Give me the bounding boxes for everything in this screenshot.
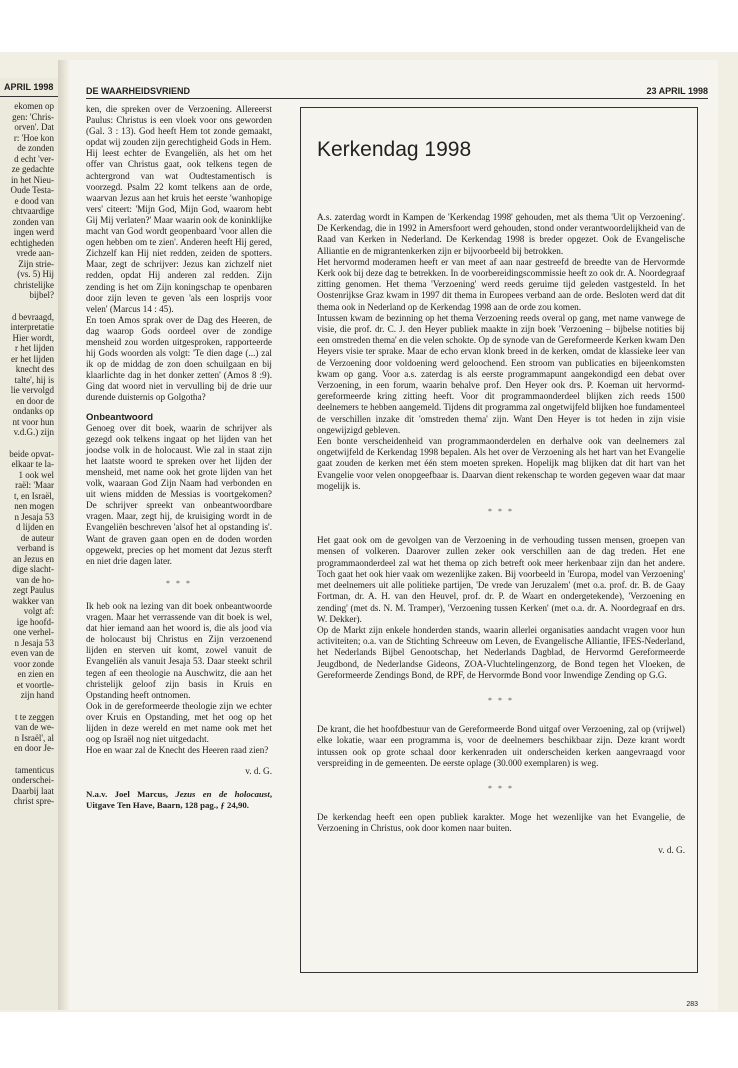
facing-page-line: an Jezus en bbox=[13, 553, 54, 564]
paragraph: Hoe en waar zal de Knecht des Heeren raad zien? bbox=[86, 745, 269, 756]
paragraph: Een bonte verscheidenheid van programmaonderdelen en derhalve ook van deelnemers zal ongetwijfeld de Kerkendag 1998 bepalen. Als het over de Verzoening als het hart van het Evangelie gaat zouden de kerken met één stem moeten spreken. Hopelijk mag blijken dat dit hart van het Evangelie voor velen onopgeefbaar is. Daarvan dient rekenschap te worden gegeven waar dat maar mogelijk is. bbox=[317, 436, 685, 491]
facing-page-line: ze gedachte bbox=[11, 164, 54, 174]
facing-page-line: in het Nieu- bbox=[11, 174, 54, 185]
facing-page-line: beide opvat- bbox=[9, 448, 54, 459]
facing-page-line: 1 ook wel bbox=[18, 469, 54, 480]
facing-page-line: vrede aan- bbox=[16, 248, 54, 258]
facing-page-line: nen mogen bbox=[14, 501, 54, 511]
book-reference: N.a.v. Joel Marcus, Jezus en de holocaust, Uitgave Ten Have, Baarn, 128 pag., ƒ 24,90. bbox=[86, 789, 273, 810]
section-separator: * * * bbox=[488, 695, 514, 705]
facing-page-line bbox=[0, 701, 54, 712]
facing-page-line: tamenticus bbox=[15, 764, 54, 775]
facing-page-line: n Jesaja 53 bbox=[14, 511, 54, 522]
facing-page-line: v.d.G.) zijn bbox=[13, 427, 54, 437]
facing-page-line: zonden van bbox=[12, 216, 54, 227]
running-header bbox=[86, 84, 708, 99]
facing-page-line: ige hoofd- bbox=[16, 616, 54, 627]
paragraph: Genoeg over dit boek, waarin de schrijver als gezegd ook telkens ingaat op het lijden van het joodse volk in de holocaust. Wie zal in staat zijn het laatste woord te spreken over het lijden der mensheid, met name ook het grote lijden van het volk, waaraan God Zijn Naam had verbonden en uit wiens midden de Messias is voortgekomen? De schrijver spreekt van onbeantwoordbare vragen. Maar, zegt hij, de kruisiging wordt in de Evangeliën beschreven 'alsof het al opstanding is'. Want de graven gaan open en de doden worden opgewekt, precies op het moment dat Jezus sterft en niet drie dagen later. bbox=[86, 422, 272, 566]
paragraph: Ik heb ook na lezing van dit boek onbeantwoorde vragen. Maar het verrassende van dit boek is wel, dat hier iemand aan het woord is, die als jood via de holocaust bij Christus en Zijn verzoenend lijden en sterven uit komt, zowel vanuit de Evangeliën als vanuit Jesaja 53. Daar steekt schril tegen af een theologie na Auschwitz, die aan het christelijk geloof zijn basis in Kruis en Opstanding heeft ontnomen. bbox=[86, 600, 272, 700]
facing-page-line: de zonden bbox=[17, 143, 54, 153]
facing-page-line: de auteur bbox=[20, 532, 54, 543]
facing-page-line: van de we- bbox=[14, 722, 54, 732]
paragraph: Op de Markt zijn enkele honderden stands, waarin allerlei organisaties aandacht vragen voor hun activiteiten; o.a. van de Stichting Schreeuw om Leven, de Evangelische Alliantie, IFES-Nederland, het Nederlands Bijbel Genootschap, het Nederlands Dagblad, de Hervormd Gereformeerde Jeugdbond, de Nederlandse Gideons, ZOA-Vluchtelingenzorg, de Bond tegen het Vloeken, de Gereformeerde Zendings Bond, de RPF, de Hervormde Bond voor Inwendige Zending op G.G. bbox=[317, 624, 685, 680]
facing-page-line: Oude Testa- bbox=[10, 185, 54, 195]
facing-page-line: ekomen op bbox=[14, 101, 54, 111]
facing-page-line: en zien en bbox=[17, 669, 54, 679]
facing-page-line: knecht des bbox=[15, 364, 54, 374]
section-separator: * * * bbox=[166, 578, 192, 588]
facing-page-line: talte', hij is bbox=[14, 374, 54, 385]
facing-page-line: e dood van bbox=[14, 195, 54, 206]
publication-name: DE WAARHEIDSVRIEND bbox=[86, 86, 191, 96]
paragraph: Het gaat ook om de gevolgen van de Verzoening in de verhouding tussen mensen, groepen van mensen of volkeren. Daarover zullen zeker ook verschillen aan de dag treden. Het ene programmaonderdeel zal wat het thema op zich betreft ook meer herkenbaar zijn dan het andere. Toch gaat het ook hier vaak om wezenlijke zaken. Bij voorbeeld in 'Europa, model van Verzoening' met deelnemers uit alle politieke partijen, 'De vrede van Jeruzalem' (met o.a. prof. dr. B. de Gaay Fortman, dr. A. H. van den Heuvel, prof. dr. P. de Waart en ondergetekende), 'Verzoening en zending' (met ds. N. M. Tramper), 'Verzoening tussen Kerken' (met o.a. dr. A. Noordegraaf en drs. W. Dekker). bbox=[317, 535, 685, 624]
facing-page-line: chtvaardige bbox=[12, 206, 54, 216]
facing-page-line: ondanks op bbox=[12, 406, 54, 416]
facing-page-line: n Jesaja 53 bbox=[14, 637, 54, 648]
page bbox=[70, 60, 718, 1010]
facing-page-line: ingen werd bbox=[13, 227, 54, 237]
facing-page-line: echtigheden bbox=[10, 237, 54, 248]
facing-page-line: christ spre- bbox=[13, 796, 54, 806]
facing-page-line: van de ho- bbox=[16, 574, 54, 585]
facing-page-line: er het lijden bbox=[11, 353, 54, 364]
article-title: Kerkendag 1998 bbox=[317, 138, 472, 161]
paragraph: A.s. zaterdag wordt in Kampen de 'Kerkendag 1998' gehouden, met als thema 'Uit op Verzoening'. De Kerkendag, die in 1992 in Amersfoort werd gehouden, stond onder verantwoordelijkheid van de Raad van Kerken in Nederland. De Kerkendag 1998 is breder opgezet. Ook de Evangelische Alliantie en de migrantenkerken zijn er bijvoorbeeld bij betrokken. bbox=[317, 212, 685, 256]
facing-page-line: verband is bbox=[16, 543, 54, 553]
section-separator: * * * bbox=[488, 507, 514, 517]
facing-page-line: et voortle- bbox=[16, 679, 54, 690]
paragraph: De kerkendag heeft een open publiek karakter. Moge het wezenlijke van het Evangelie, de Verzoening in Christus, ook door komen naar buiten. bbox=[317, 812, 685, 834]
facing-page-line: bijbel? bbox=[29, 290, 54, 300]
facing-page-line: en door Je- bbox=[14, 743, 54, 753]
facing-page-line: n Israël', al bbox=[14, 732, 54, 743]
facing-page-line: dige slacht- bbox=[12, 564, 54, 574]
facing-page-text bbox=[0, 97, 58, 807]
facing-page-line: even van de bbox=[11, 648, 54, 658]
facing-page-line: nt voor hun bbox=[12, 416, 54, 427]
paragraph: Ook in de gereformeerde theologie zijn we echter over Kruis en Opstanding, met het oog op het lijden in deze wereld en met name ook met het oog op Israël nog niet uitgedacht. bbox=[86, 700, 272, 745]
facing-page-line: zijn hand bbox=[20, 690, 54, 700]
facing-page-fragment bbox=[0, 78, 58, 1010]
facing-page-line: zegt Paulus bbox=[12, 585, 54, 595]
book-review-column bbox=[86, 104, 272, 810]
facing-page-line: r het lijden bbox=[15, 343, 54, 353]
facing-page-line: voor zonde bbox=[13, 658, 54, 669]
page-number: 283 bbox=[686, 1001, 698, 1008]
facing-page-line: lie vervolgd bbox=[10, 385, 54, 395]
facing-page-line: Hier wordt, bbox=[12, 332, 54, 343]
paragraph: Intussen kwam de bezinning op het thema Verzoening reeds overal op gang, met name vanwege de visie, die prof. dr. C. J. den Heyer publiek maakte in zijn boek 'Verzoening – bijbelse notities bij een omstreden thema' en die velen schokte. Op de synode van de Gereformeerde Kerken kwam Den Heyers visie ter sprake. Maar de echo ervan klonk breed in de kerken, omdat de klassieke leer van de Verzoening door voldoening werd geloochend. Een stroom van publicaties en bijeenkomsten kwam op gang. Voor a.s. zaterdag is als eerste programmapunt aangekondigd een debat over Verzoening, in een forum, waarin behalve prof. Den Heyer ook drs. P. Koeman uit hervormd-gereformeerde kring zitting heeft. Voor dit programmaonderdeel blijken zich reeds 1500 deelnemers te hebben aangemeld. Tijdens dit programma zal ongetwijfeld blijken hoe fundamenteel de verschillen inzake dit 'omstreden thema' zijn. Want Den Heyer is tot heden in zijn visie ongewijzigd gebleven. bbox=[317, 312, 685, 435]
book-spine bbox=[58, 60, 70, 1010]
paragraph: De krant, die het hoofdbestuur van de Gereformeerde Bond uitgaf over Verzoening, zal op (vrijwel) elke lokatie, waar een programma is, voor de deelnemers beschikbaar zijn. Deze krant wordt intussen ook op grote schaal door kerkenraden uit onderscheiden kerken aangevraagd voor verspreiding in de gemeenten. De eerste oplage (30.000 exemplaren) is weg. bbox=[317, 724, 685, 768]
facing-page-line: one verhel- bbox=[13, 627, 54, 637]
facing-page-line: elkaar te la- bbox=[11, 459, 54, 469]
facing-page-line: t te zeggen bbox=[15, 711, 54, 722]
paragraph: ken, die spreken over de Verzoening. Allereerst Paulus: Christus is een vloek voor ons geworden (Gal. 3 : 13). God heeft Hem tot zonde gemaakt, opdat wij zouden zijn gerechtigheid Gods in Hem. bbox=[86, 104, 272, 148]
facing-page-line: d lijden en bbox=[16, 522, 54, 532]
facing-page-line: onderschei- bbox=[12, 775, 54, 785]
book-title: Jezus en de holocaust bbox=[175, 789, 270, 800]
facing-page-line: volgt af: bbox=[23, 606, 54, 616]
facing-page-line: Zijn strie- bbox=[18, 258, 54, 269]
paragraph: En toen Amos sprak over de Dag des Heeren, de dag waarop Gods oordeel over de zondige mensheid zou worden uitgesproken, rapporteerde hij Gods woorden als volgt: 'Te dien dage (...) zal ik op de middag de zon doen schuilgaan en bij klaarlichte dag in het donker zetten' (Amos 8 :9). Ging dat woord niet in vervulling bij de drie uur durende duisternis op Golgotha? bbox=[86, 314, 272, 403]
facing-page-line: (vs. 5) Hij bbox=[17, 269, 54, 279]
kerkendag-article-box bbox=[300, 107, 698, 973]
facing-page-line: d bevraagd, bbox=[12, 311, 54, 322]
facing-page-line bbox=[0, 438, 54, 449]
facing-page-line bbox=[0, 754, 54, 765]
facing-page-line: gen: 'Chris- bbox=[12, 111, 54, 122]
facing-page-line: interpretatie bbox=[10, 322, 54, 332]
paragraph: Hij leest echter de Evangeliën, als het om het offer van Christus gaat, ook telkens tegen de achtergrond van wat Oudtestamentisch is voorzegd. Psalm 22 komt telkens aan de orde, waarvan Jezus aan het kruis het eerste 'wanhopige vers' citeert: 'Mijn God, Mijn God, waarom hebt Gij Mij verlaten?' Maar waarin ook de koninklijke macht van God wordt geopenbaard 'voor allen die ogen hebben om te zien'. Anderen heeft Hij gered, Zichzelf kan Hij niet redden, zeiden de spotters. Maar, zegt de schrijver: Jezus kan zichzelf niet redden, opdat Hij anderen zal redden. Zijn zending is het om Zijn koningschap te openbaren door zijn leven te geven 'als een losprijs voor velen' (Marcus 14 : 45). bbox=[86, 148, 272, 314]
section-heading: Onbeantwoord bbox=[86, 411, 154, 423]
author-signature: v. d. G. bbox=[658, 844, 685, 855]
facing-page-line bbox=[0, 301, 54, 312]
issue-date: 23 APRIL 1998 bbox=[646, 86, 708, 96]
facing-page-line: r: 'Hoe kon bbox=[13, 132, 54, 143]
facing-page-line: christelijke bbox=[14, 279, 54, 290]
facing-page-line: t, en Israël, bbox=[14, 490, 54, 501]
author-signature: v. d. G. bbox=[245, 766, 272, 777]
section-separator: * * * bbox=[488, 783, 514, 793]
facing-page-line: orven'. Dat bbox=[14, 122, 54, 132]
facing-page-line: Daarbij laat bbox=[11, 785, 54, 796]
facing-page-line: en door de bbox=[16, 395, 54, 406]
facing-page-line: wakker van bbox=[12, 595, 54, 606]
facing-page-line: raël: 'Maar bbox=[15, 480, 54, 490]
article-body bbox=[317, 212, 685, 856]
facing-page-header: APRIL 1998 bbox=[0, 78, 58, 97]
paragraph: Het hervormd moderamen heeft er van meet af aan naar gestreefd de breedte van de Hervormde Kerk ook bij deze dag te betrekken. In de voorbereidingscommissie heeft zo ook dr. A. Noordegraaf zitting genomen. Het thema 'Verzoening' werd reeds geruime tijd geleden vastgesteld. In het Oostenrijkse Graz kwam in 1997 dit thema in Europees verband aan de orde. Besloten werd dat dit thema ook in Nederland op de Kerkendag 1998 aan de orde zou komen. bbox=[317, 256, 685, 312]
facing-page-line: d echt 'ver- bbox=[14, 153, 54, 164]
